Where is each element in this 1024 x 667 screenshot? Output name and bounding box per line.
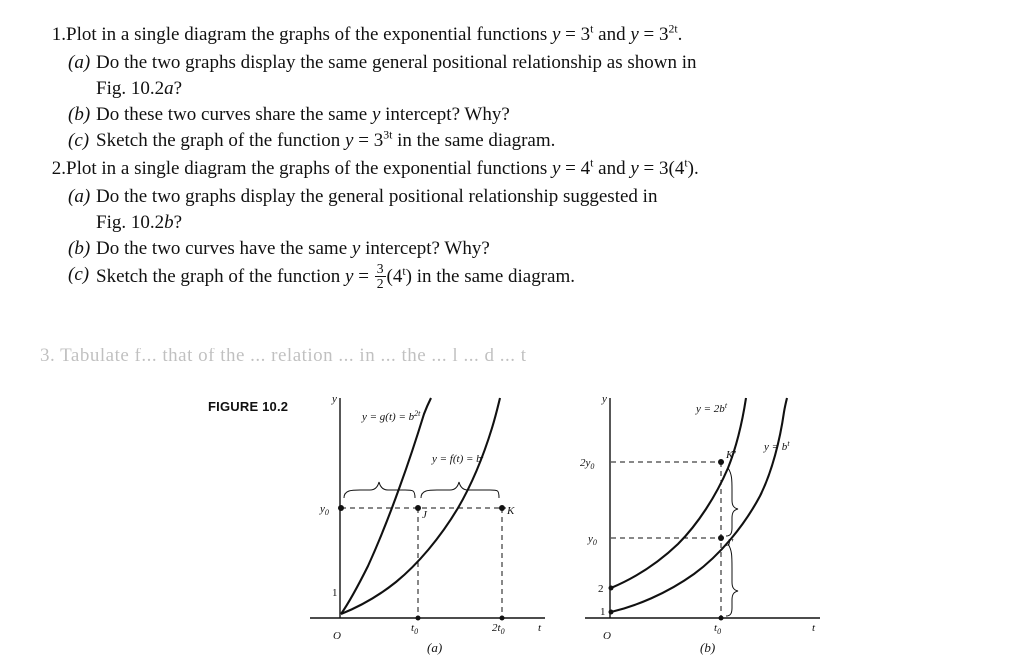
- figure-panel-b: [580, 393, 820, 642]
- panel-a-label-one: 1: [332, 587, 338, 599]
- exercise-2-part-c: [68, 262, 940, 291]
- panel-a-xtick-2t0: $2t_0$: [492, 622, 505, 636]
- panel-a-tick-2t0-dot: [500, 616, 505, 621]
- figure-caption-b: (b): [700, 640, 716, 655]
- panel-a-tick-t0-dot: [416, 616, 421, 621]
- panel-b-xtick-t0: $t_0$: [714, 622, 722, 636]
- exercise-item-2: [40, 156, 940, 182]
- fraction-three-halves: $\frac{3}{2}$: [376, 261, 384, 291]
- panel-b-label-J: J': [726, 537, 734, 549]
- panel-b-origin-label: O: [603, 630, 611, 642]
- part-text: [96, 50, 940, 102]
- exercise-number: 1.: [51, 24, 66, 45]
- part-label: (b): [68, 238, 91, 259]
- part-label: (b): [68, 104, 91, 125]
- part-label: (c): [68, 130, 90, 151]
- panel-b-label-K: K': [726, 449, 736, 461]
- part-text-line1: Do the two graphs display the general positional relationship suggested in: [96, 186, 658, 207]
- panel-b-curve-2bt-label: $y = 2b^t$: [696, 401, 728, 415]
- panel-a-curve-f: [341, 398, 500, 614]
- panel-a-curve-f-label: $y = f(t) = b^t$: [432, 451, 484, 465]
- panel-a-point-J: [415, 505, 421, 511]
- panel-b-point-K: [718, 459, 724, 465]
- panel-a-y-axis-label: y: [332, 393, 337, 405]
- figure-label: FIGURE 10.2: [208, 399, 289, 414]
- panel-a-xtick-t0: $t_0$: [411, 622, 419, 636]
- panel-b-curve-bt: [611, 398, 787, 612]
- cut-off-text-line: 3. Tabulate f... that of the ... relation ... in ... the ... l ... d ... t: [40, 348, 527, 364]
- exercise-2-part-a: [68, 184, 940, 236]
- exercise-2-part-b: [68, 236, 940, 262]
- panel-a-point-y0: [338, 505, 344, 511]
- panel-b-label-1: 1: [600, 606, 606, 618]
- part-text: Do these two curves share the same y intercept? Why?: [96, 104, 510, 125]
- panel-a-label-J: J: [422, 509, 427, 521]
- panel-b-tick-2-dot: [609, 586, 614, 591]
- part-text: Sketch the graph of the function $y = 3^{3t}$ in the same diagram.: [96, 128, 556, 151]
- panel-b-brace-upper: [726, 468, 738, 536]
- exercise-1-part-a: [68, 50, 940, 102]
- part-text: Sketch the graph of the function y = $\frac{3}{2}$ (4$^t$) in the same diagram.: [96, 261, 576, 291]
- part-label: (c): [68, 264, 90, 285]
- panel-a-curve-g-label: $y = g(t) = b^{2t}$: [362, 409, 421, 423]
- panel-a-t-axis-label: t: [538, 622, 542, 634]
- figure-caption-a: (a): [427, 640, 443, 655]
- figure-panel-a: [310, 393, 545, 642]
- panel-b-label-2y0: $2y_0$: [580, 457, 595, 471]
- panel-b-curve-2bt: [611, 398, 746, 588]
- panel-a-brace-left: [344, 482, 415, 498]
- panel-b-tick-1-dot: [609, 610, 614, 615]
- exercise-1-part-b: [68, 102, 940, 128]
- part-text: Do the two curves have the same y intercept? Why?: [96, 238, 490, 259]
- panel-a-brace-right: [421, 482, 499, 498]
- panel-b-tick-t0-dot: [719, 616, 724, 621]
- panel-a-label-K: K: [507, 505, 515, 517]
- panel-a-label-y0: $y_0$: [320, 503, 329, 517]
- part-label: (a): [68, 186, 91, 207]
- exercise-number: 2.: [51, 158, 66, 179]
- exercise-stem: Plot in a single diagram the graphs of the exponential functions $y = 4^t$ and $y = 3(4^t)$.: [66, 156, 699, 179]
- panel-b-t-axis-label: t: [812, 622, 816, 634]
- part-text: [96, 184, 940, 236]
- part-text-line1: Do the two graphs display the same general positional relationship as shown in: [96, 52, 697, 73]
- panel-b-point-J: [718, 535, 724, 541]
- figure-svg: [300, 390, 860, 655]
- panel-a-point-K: [499, 505, 505, 511]
- panel-b-brace-lower: [726, 544, 738, 616]
- panel-a-origin-label: O: [333, 630, 341, 642]
- part-label: (a): [68, 52, 91, 73]
- panel-b-label-2: 2: [598, 583, 604, 595]
- part-text-line2: Fig. 10.2a?: [96, 78, 183, 99]
- part-text-line2: Fig. 10.2b?: [96, 212, 183, 233]
- exercise-1-part-c: [68, 128, 940, 154]
- exercise-stem: Plot in a single diagram the graphs of the exponential functions $y = 3^t$ and $y = 3^{2t}$.: [66, 22, 683, 45]
- figure-10-2: [300, 390, 860, 655]
- exercise-list: [40, 22, 940, 291]
- panel-b-y-axis-label: y: [602, 393, 607, 405]
- panel-b-label-y0: $y_0$: [588, 533, 597, 547]
- panel-b-curve-bt-label: $y = b^t$: [764, 439, 790, 453]
- exercise-item-1: [40, 22, 940, 48]
